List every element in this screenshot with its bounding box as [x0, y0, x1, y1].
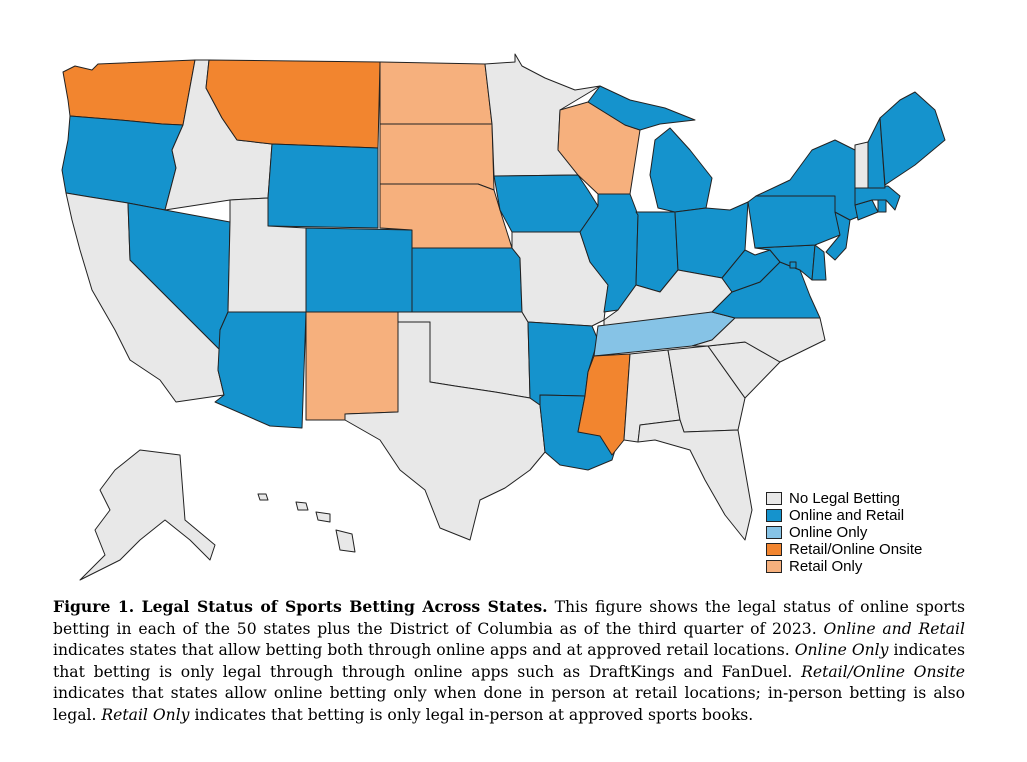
state-VT	[855, 142, 868, 188]
caption-text: indicates that betting is only legal through through online apps such as DraftKings and FanDuel.	[53, 641, 966, 681]
caption-text: indicates states that allow betting both through online apps and at approved retail locations.	[53, 641, 795, 659]
caption-term: Retail/Online Onsite	[801, 662, 965, 681]
state-SD	[380, 124, 494, 190]
state-WA	[63, 60, 195, 125]
caption-term: Retail Only	[101, 705, 190, 724]
figure-caption	[53, 596, 965, 726]
state-DC	[790, 262, 796, 268]
state-NM	[306, 312, 398, 420]
legend-swatch	[766, 543, 782, 556]
legend-item-retail-online-onsite	[766, 541, 922, 558]
state-AK	[80, 450, 215, 580]
legend-label: Online Only	[789, 524, 868, 541]
state-HI	[258, 494, 355, 552]
state-ME	[880, 92, 945, 185]
caption-text: indicates that betting is only legal in-person at approved sports books.	[189, 705, 754, 724]
legend-label: Retail Only	[789, 558, 863, 575]
figure-label: Figure 1. Legal Status of Sports Betting Across States.	[53, 597, 548, 616]
state-ND	[380, 62, 492, 124]
legend-label: No Legal Betting	[789, 490, 900, 507]
legend-item-online-and-retail	[766, 507, 922, 524]
caption-text: This figure shows the legal status of online sports betting in each of the 50 states plus the District of Columbia as of the third quarter of 2023.	[53, 598, 965, 638]
state-DE	[812, 245, 826, 280]
state-AZ	[215, 312, 306, 428]
caption-text: indicates that states allow online betting only when done in person at retail locations; in-person betting is also legal.	[53, 684, 965, 724]
legend-swatch	[766, 492, 782, 505]
state-WY	[268, 144, 378, 228]
caption-term: Online Only	[794, 641, 889, 659]
state-PA	[748, 196, 840, 248]
legend-swatch	[766, 526, 782, 539]
legend-item-online-only	[766, 524, 922, 541]
legend-swatch	[766, 560, 782, 573]
legend-label: Retail/Online Onsite	[789, 541, 923, 558]
legend-swatch	[766, 509, 782, 522]
caption-term: Online and Retail	[823, 619, 965, 638]
state-FL	[638, 420, 752, 540]
legend-item-no-legal-betting	[766, 490, 922, 507]
legend-label: Online and Retail	[789, 507, 905, 524]
state-CO	[306, 228, 412, 312]
state-IA	[494, 175, 598, 232]
state-KS	[412, 248, 522, 312]
state-RI	[878, 200, 886, 212]
legend	[766, 490, 922, 575]
legend-item-retail-only	[766, 558, 922, 575]
